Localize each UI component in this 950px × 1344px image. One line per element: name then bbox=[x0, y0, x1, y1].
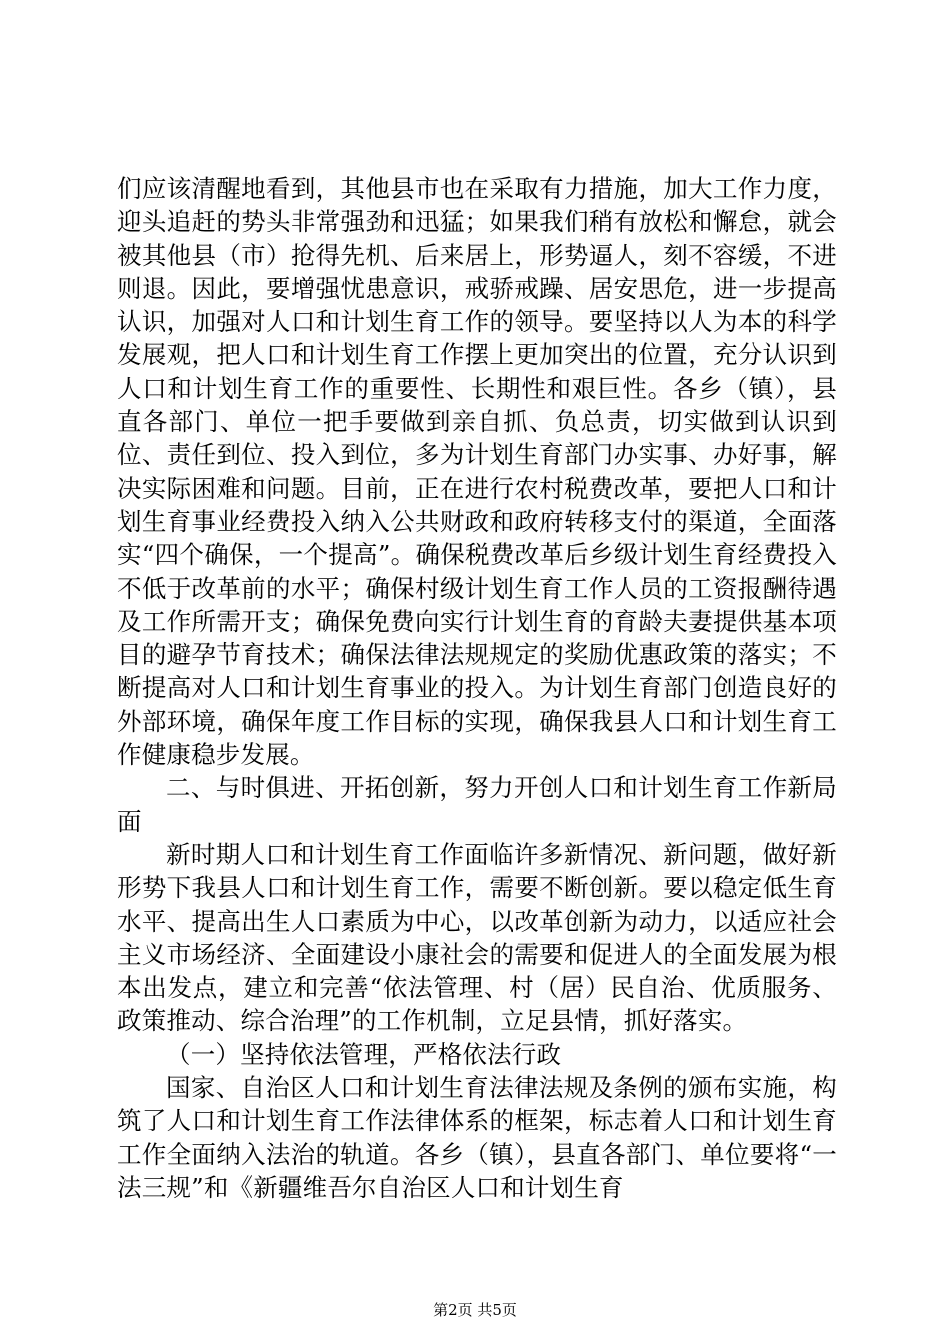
page-number-footer: 第2页 共5页 bbox=[433, 1301, 517, 1319]
section-heading-2: 二、与时俱进、开拓创新，努力开创人口和计划生育工作新局面 bbox=[117, 773, 837, 836]
subsection-heading-1: （一）坚持依法管理，严格依法行政 bbox=[166, 1039, 562, 1069]
body-paragraph-1: 们应该清醒地看到，其他县市也在采取有力措施，加大工作力度，迎头追赶的势头非常强劲和迅猛；如果我们稍有放松和懈怠，就会被其他县（市）抢得先机、后来居上，形势逼人，刻不容缓，不进则退。因此，要增强忧患意识，戒骄戒躁、居安思危，进一步提高认识，加强对人口和计划生育工作的领导。要坚持以人为本的科学发展观，把人口和计划生育工作摆上更加突出的位置，充分认识到人口和计划生育工作的重要性、长期性和艰巨性。各乡（镇），县直各部门、单位一把手要做到亲自抓、负总责，切实做到认识到位、责任到位、投入到位，多为计划生育部门办实事、办好事，解决实际困难和问题。目前，正在进行农村税费改革，要把人口和计划生育事业经费投入纳入公共财政和政府转移支付的渠道，全面落实“四个确保，一个提高”。确保税费改革后乡级计划生育经费投入不低于改革前的水平；确保村级计划生育工作人员的工资报酬待遇及工作所需开支；确保免费向实行计划生育的育龄夫妻提供基本项目的避孕节育技术；确保法律法规规定的奖励优惠政策的落实；不断提高对人口和计划生育事业的投入。为计划生育部门创造良好的外部环境，确保年度工作目标的实现，确保我县人口和计划生育工作健康稳步发展。 bbox=[117, 174, 837, 770]
document-body bbox=[117, 172, 837, 1204]
body-paragraph-3: 新时期人口和计划生育工作面临许多新情况、新问题，做好新形势下我县人口和计划生育工作，需要不断创新。要以稳定低生育水平、提高出生人口素质为中心，以改革创新为动力，以适应社会主义市场经济、全面建设小康社会的需要和促进人的全面发展为根本出发点，建立和完善“依法管理、村（居）民自治、优质服务、政策推动、综合治理”的工作机制，立足县情，抓好落实。 bbox=[117, 839, 837, 1036]
body-paragraph-5: 国家、自治区人口和计划生育法律法规及条例的颁布实施，构筑了人口和计划生育工作法律体系的框架，标志着人口和计划生育工作全面纳入法治的轨道。各乡（镇），县直各部门、单位要将“一法三规”和《新疆维吾尔自治区人口和计划生育 bbox=[117, 1073, 837, 1202]
